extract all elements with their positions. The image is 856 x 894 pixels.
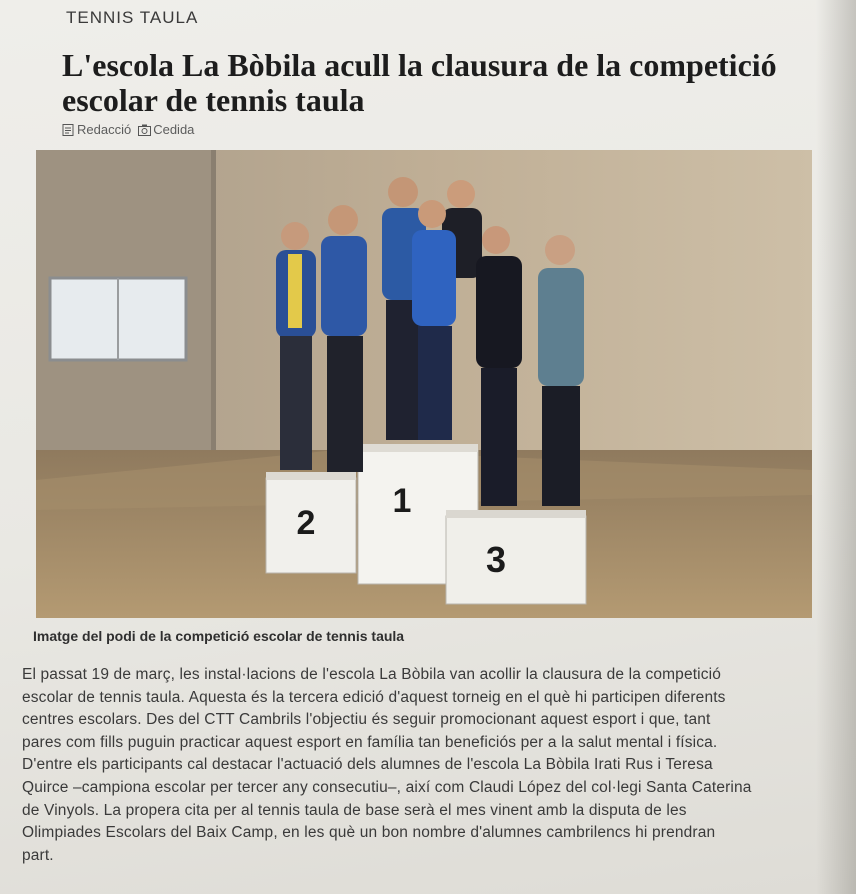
document-icon (62, 124, 74, 136)
body-line: de Vinyols. La propera cita per al tennis taula de base serà el mes vinent amb la disputa de les (22, 801, 687, 819)
body-line: escolar de tennis taula. Aquesta és la tercera edició d'aquest torneig en el què hi participen diferents (22, 688, 726, 706)
body-line: D'entre els participants cal destacar l'actuació dels alumnes de l'escola La Bòbila Irati Rus i Teresa (22, 756, 713, 774)
podium-photo-illustration (36, 150, 812, 618)
podium-label-second: 2 (296, 504, 316, 542)
article-headline: L'escola La Bòbila acull la clausura de la competició escolar de tennis taula (62, 47, 777, 118)
body-line: part. (22, 846, 54, 864)
body-line: pares com fills puguin practicar aquest esport en família tan beneficiós per a la salut mental i física. (22, 733, 718, 751)
byline-photo-credit: Cedida (153, 122, 195, 137)
body-line: centres escolars. Des del CTT Cambrils l'objectiu és seguir promocionant aquest esport i que, tant (22, 711, 711, 729)
podium-label-third: 3 (485, 539, 507, 580)
section-label: TENNIS TAULA (66, 8, 199, 27)
byline (62, 122, 194, 137)
body-line: Olimpiades Escolars del Baix Camp, en les què un bon nombre d'alumnes cambrilencs hi prendran (22, 824, 716, 842)
body-line: Quirce –campiona escolar per tercer any consecutiu–, així com Claudi López del col·legi Santa Caterina (22, 778, 752, 796)
body-line: El passat 19 de març, les instal·lacions de l'escola La Bòbila van acollir la clausura de la competició (22, 666, 722, 683)
podium-photo (36, 150, 812, 618)
camera-icon (138, 124, 150, 136)
podium-label-first: 1 (392, 482, 412, 520)
photo-caption: Imatge del podi de la competició escolar de tennis taula (33, 628, 405, 644)
article-body (22, 664, 842, 867)
byline-author: Redacció (77, 122, 132, 137)
